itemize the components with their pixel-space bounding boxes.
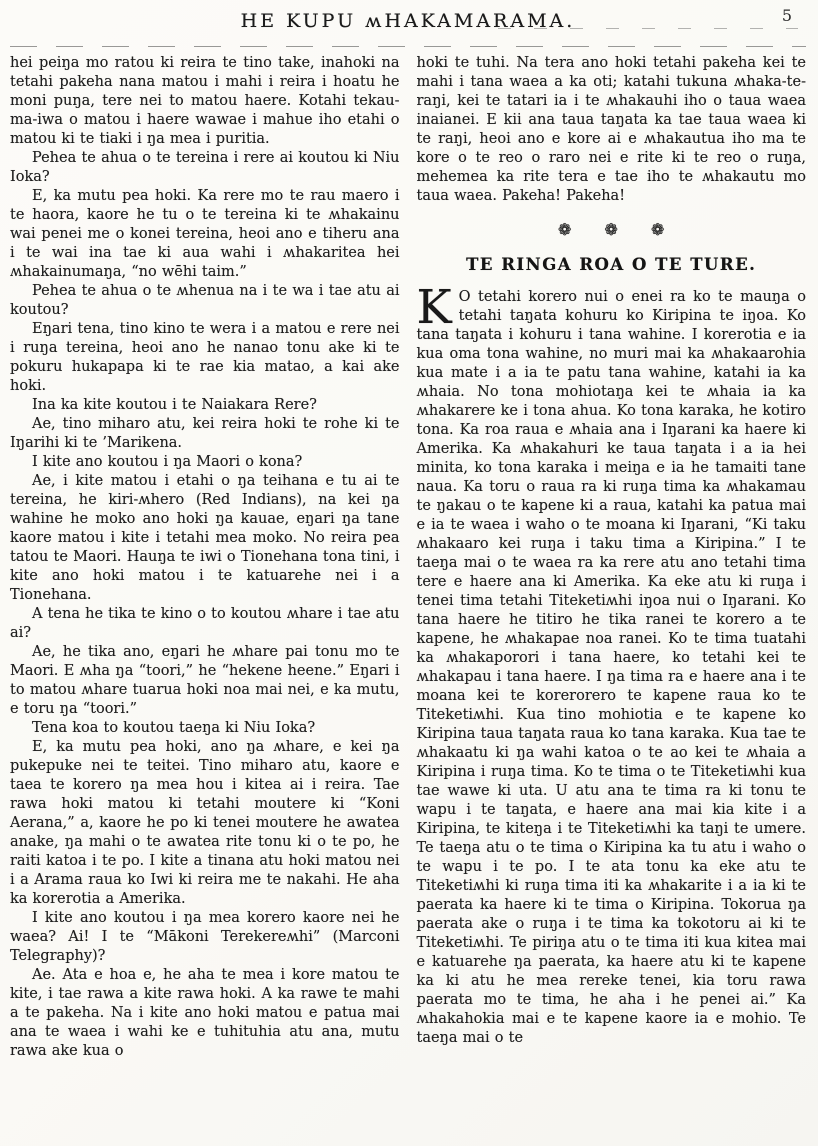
body-paragraph: hei peiŋa mo ratou ki reira te tino take, inahoki na tetahi pakeha nana matou i mahi i reira i hoatu he moni puŋa, tere nei to matou haere. Kotahi tekau-ma-iwa o matou i haere wawae i mahue iho etahi o matou ki te tiaki i ŋa mea i puritia. [10, 55, 400, 147]
rosette-ornament-icon: ❁ [558, 220, 572, 239]
body-paragraph: I kite ano koutou i ŋa mea korero kaore nei he waea? Ai! I te “Mākoni Terekereʍhi” (Marconi Telegraphy)? [10, 910, 400, 964]
body-paragraph: Pehea te ahua o te ʍhenua na i te wa i tae atu ai koutou? [10, 283, 400, 318]
body-paragraph: Pehea te ahua o te tereina i rere ai koutou ki Niu Ioka? [10, 150, 400, 185]
header-rule [10, 46, 806, 48]
right-column [417, 54, 807, 1061]
body-paragraph: Tena koa to koutou taeŋa ki Niu Ioka? [32, 720, 316, 736]
body-paragraph: Ae, he tika ano, eŋari he ʍhare pai tonu mo te Maori. E ʍha ŋa “toori,” he “hekene heene.” Eŋari i to matou ʍhare tuarua hoki noa mai nei, e ka mutu, e toru ŋa “toori.” [10, 644, 400, 717]
body-paragraph: Ae, tino miharo atu, kei reira hoki te rohe ki te Iŋarihi ki te ’Marikena. [10, 416, 400, 451]
body-paragraph: Eŋari tena, tino kino te wera i a matou e rere nei i ruŋa tereina, heoi ano he nanao tonu ake ki te pokuru hukapapa ki te rae kia matao, a kai ake hoki. [10, 321, 400, 394]
rosette-ornament-icon: ❁ [651, 220, 665, 239]
body-paragraph: I kite ano koutou i ŋa Maori o kona? [32, 454, 303, 470]
body-paragraph: Ae, i kite matou i etahi o ŋa teihana e tu ai te tereina, he kiri-ʍhero (Red Indians), na kei ŋa wahine he moko ano hoki ŋa kauae, eŋari ŋa tane kaore matou i kite i tetahi mea moko. No reira pea tatou te Maori. Hauŋa te iwi o Tionehana tona tini, i kite ano hoki matou i te katuarehe nei i a Tionehana. [10, 473, 400, 603]
page-title: HE KUPU ʍHAKAMARAMA. [240, 10, 576, 32]
masthead [10, 6, 806, 36]
body-paragraph: hoki te tuhi. Na tera ano hoki tetahi pakeha kei te mahi i tana waea a ka oti; katahi tukuna ʍhaka-te-raŋi, kei te tatari ia i te ʍhakauhi iho o taua waea inaianei. E kii ana taua taŋata ka tae taua waea ki te raŋi, heoi ano e kore ai e ʍhakautua iho ma te kore o te reo o raro nei e rite ki te reo o ruŋa, mehemea ka rite tera e tae iho te ʍhakautu mo taua waea. Pakeha! Pakeha! [416, 55, 806, 204]
article-body-text: O tetahi korero nui o enei ra ko te mauŋa o tetahi taŋata kohuru ko Kiripina te iŋoa. Ko tana taŋata i kohuru i tana wahine. I korerotia e ia kua oma tona wahine, no muri mai ka ʍhakaarohia kua mate i a ia te patu tana wahine, katahi ia ka ʍhaia. No tona mohiotaŋa kei te ʍhaia ia ka ʍhakarere ke i tona ahua. Ko tona karaka, he kotiro tona. Ka roa raua e ʍhaia ana i Iŋarani ka haere ki Amerika. Ka ʍhakahuri ke taua taŋata i a ia hei minita, ko tona karaka i meiŋa e ia he tamaiti tane naua. Ka toru o raua ra ki ruŋa tima ka ʍhakamau te ŋakau o te kapene ki a raua, katahi ka patua mai e ia te waea i waho o te moana ki Iŋarani, “Ki taku ʍhakaaro kei ruŋa i taku tima a Kiripina.” I te taeŋa mai o te waea ra ka rere atu ano tetahi tima tere e haere ana ki Amerika. Ka eke atu ki ruŋa i tenei tima tetahi Titeketiʍhi iŋoa nui o Iŋarani. Ko tana haere he titiro he tika ranei te korero a te kapene, he ʍhakapae noa ranei. Ko te tima tuatahi ka ʍhakaporori i tana haere, ko tetahi kei te ʍhakapau i tana haere. I ŋa tima ra e haere ana i te moana kei te korerorero te kapene raua ko te Titeketiʍhi. Kua tino mohiotia e te kapene ko Kiripina taua taŋata raua ko tana karaka. Kua tae te ʍhakaatu ki ŋa wahi katoa o te ao kei te ʍhaia a Kiripina i ruŋa tima. Ko te tima o te Titeketiʍhi kua tae wawe ki uta. U atu ana te tima ra ki tonu te wapu i te taŋata, e haere ana mai kia kite i a Kiripina, te kiteŋa i te Titeketiʍhi ka taŋi te umere. Te taeŋa atu o te tima o Kiripina ka tu atu i waho o te wapu i te po. I te ata tonu ka eke atu te Titeketiʍhi ki ruŋa tima iti ka ʍhakarite i a ia ki te paerata ka haere ki te tima o Kiripina. Tokorua ŋa paerata ake o ruŋa i te tima ka tokotoru ai ki te Titeketiʍhi. Te piriŋa atu o te tima iti kua kitea mai e katuarehe ŋa paerata, ka haere atu ki te kapene ka ki atu he mea rereke tenei, kia toru rawa paerata mo te tima, he aha i he penei ai.” Ka ʍhakahokia mai e te kapene kaore ia e mohio. Te taeŋa mai o te [416, 289, 806, 1046]
column-layout [10, 54, 806, 1061]
scan-artifact-dashes [498, 28, 798, 29]
drop-cap: K [416, 280, 452, 335]
body-paragraph: E, ka mutu pea hoki. Ka rere mo te rau maero i te haora, kaore he tu o te tereina ki te ʍhakainu wai penei me o konei tereina, heoi ano e tiheru ana i te wai ina tae ki aua wahi i ʍhakaritea hei ʍhakainumaŋa, “no wēhi taim.” [10, 188, 400, 280]
ornament-row [417, 220, 807, 239]
body-paragraph: Ina ka kite koutou i te Naiakara Rere? [32, 397, 317, 413]
body-paragraph: E, ka mutu pea hoki, ano ŋa ʍhare, e kei ŋa pukepuke nei te teitei. Tino miharo atu, kaore e taea te korero ŋa mea hou i kitea ai i reira. Tae rawa hoki matou ki tetahi moutere ki “Koni Aerana,” a, kaore he po ki tenei moutere he awatea anake, ŋa mahi o te awatea rite tonu ki o te po, he raiti katoa i te po. I kite a tinana atu hoki matou nei i a Arama raua ko Iwi ki reira me te nakahi. He aha ka korerotia a Amerika. [10, 739, 400, 907]
rosette-ornament-icon: ❁ [604, 220, 618, 239]
article-heading: TE RINGA ROA O TE TURE. [466, 255, 757, 274]
body-paragraph: A tena he tika te kino o to koutou ʍhare i tae atu ai? [10, 606, 400, 641]
page-number: 5 [781, 6, 792, 25]
article-body-paragraph [416, 280, 807, 1048]
left-column [10, 54, 400, 1061]
body-paragraph: Ae. Ata e hoa e, he aha te mea i kore matou te kite, i tae rawa a kite rawa hoki. A ka rawe te mahi a te pakeha. Na i kite ano hoki matou e patua mai ana te waea i wahi ke e tuhituhia atu ana, mutu rawa ake kua o [10, 967, 400, 1059]
